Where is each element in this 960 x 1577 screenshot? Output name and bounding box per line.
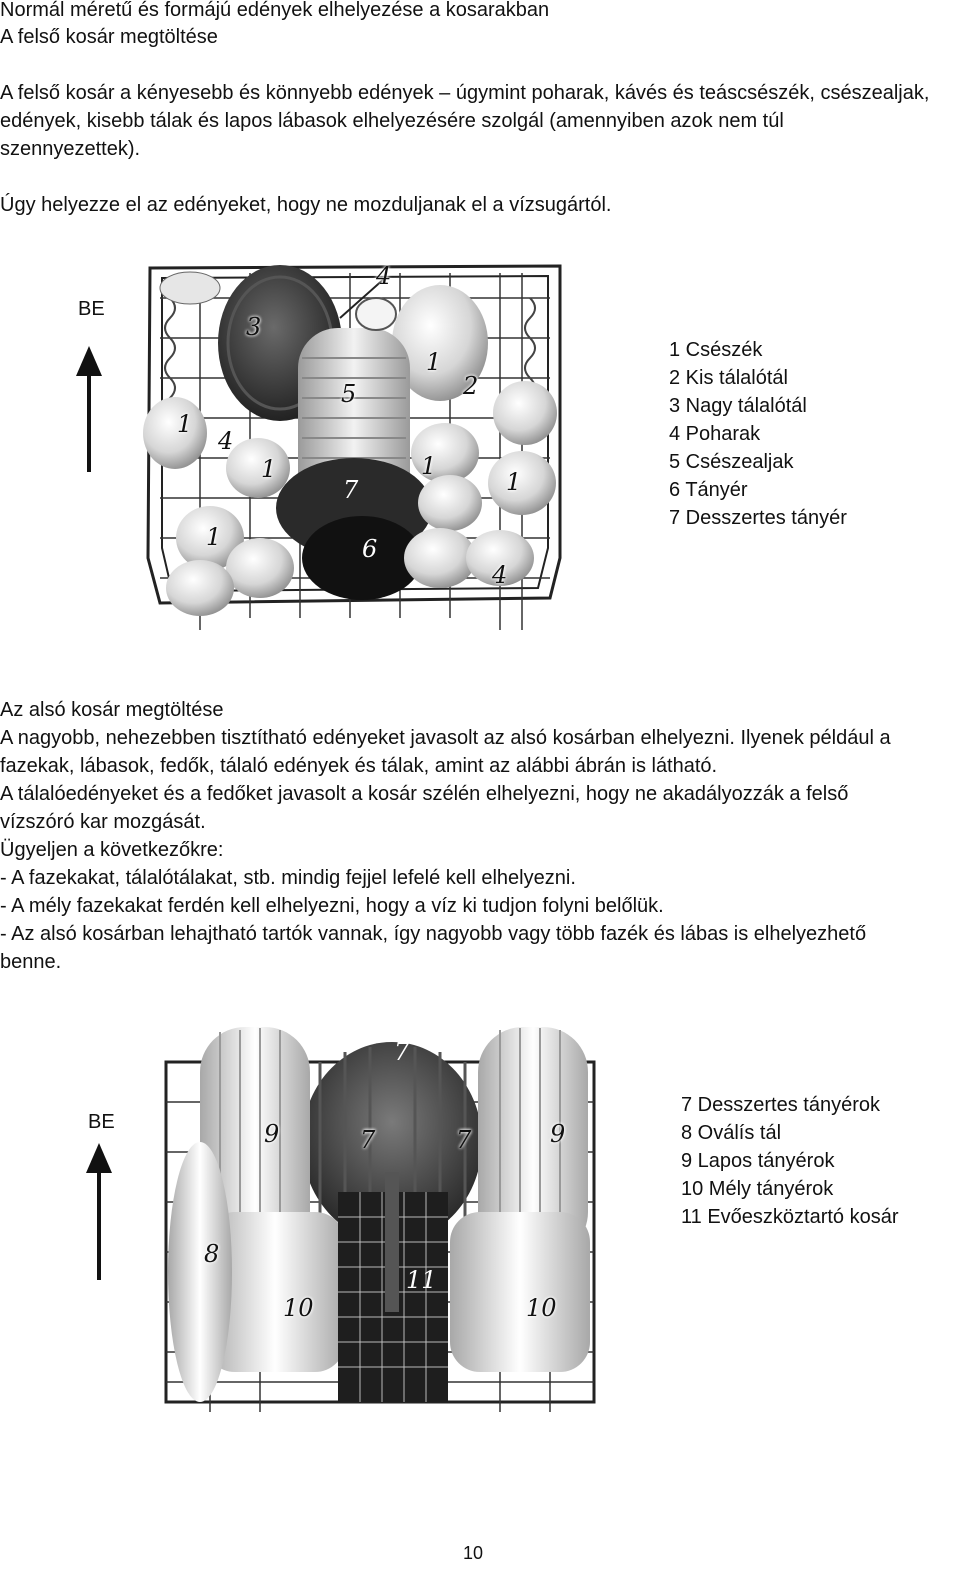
- callout-3: 3: [246, 313, 262, 341]
- page-heading: Normál méretű és formájú edények elhelyezése a kosarakban: [0, 0, 550, 21]
- callout-1-bottom-left: 1: [206, 523, 222, 551]
- callout-8: 8: [204, 1240, 220, 1268]
- upper-paragraph-line-3: szennyezettek).: [0, 138, 141, 160]
- legend-item: 9 Lapos tányérok: [681, 1150, 835, 1172]
- callout-1-top-right: 1: [426, 348, 442, 376]
- lower-line-7: - A mély fazekakat ferdén kell elhelyezni, hogy a víz ki tudjon folyni belőlük.: [0, 895, 664, 917]
- lower-direction-label: BE: [88, 1111, 115, 1133]
- callout-1-right: 1: [506, 468, 522, 496]
- upper-paragraph-line-2: edények, kisebb tálak és lapos lábasok elhelyezésére szolgál (amennyiben azok nem túl: [0, 110, 784, 132]
- lower-line-6: - A fazekakat, tálalótálakat, stb. mindig fejjel lefelé kell elhelyezni.: [0, 867, 576, 889]
- upper-legend: [669, 336, 847, 532]
- legend-item: 11 Evőeszköztartó kosár: [681, 1206, 899, 1228]
- lower-line-4: vízszóró kar mozgását.: [0, 811, 206, 833]
- legend-item: 5 Csészealjak: [669, 451, 794, 473]
- lower-line-9: benne.: [0, 951, 62, 973]
- lower-basket-illustration: [160, 1022, 600, 1422]
- upper-paragraph-note: Úgy helyezze el az edényeket, hogy ne mozduljanak el a vízsugártól.: [0, 194, 612, 216]
- lower-direction-arrow-head: [86, 1143, 112, 1173]
- legend-item: 8 Oválís tál: [681, 1122, 782, 1144]
- upper-paragraph-line-1: A felső kosár a kényesebb és könnyebb edények – úgymint poharak, kávés és teáscsészék, csészealjak,: [0, 82, 930, 104]
- upper-basket-title: A felső kosár megtöltése: [0, 26, 218, 48]
- legend-item: 1 Csészék: [669, 339, 763, 361]
- lower-legend: [681, 1091, 899, 1231]
- legend-item: 7 Desszertes tányér: [669, 507, 847, 529]
- lower-line-3: A tálalóedényeket és a fedőket javasolt a kosár szélén elhelyezni, hogy ne akadályozzák a felső: [0, 783, 849, 805]
- legend-item: 6 Tányér: [669, 479, 748, 501]
- callout-9-left: 9: [264, 1120, 280, 1148]
- callout-7-top: 7: [394, 1038, 410, 1066]
- upper-direction-arrow: [87, 372, 91, 472]
- lower-line-1: A nagyobb, nehezebben tisztítható edényeket javasolt az alsó kosárban elhelyezni. Ilyenek például a: [0, 727, 891, 749]
- page-number: 10: [462, 1543, 484, 1563]
- callout-2: 2: [463, 372, 479, 400]
- callout-7-right: 7: [456, 1126, 472, 1154]
- lower-basket-title: Az alsó kosár megtöltése: [0, 699, 224, 721]
- legend-item: 3 Nagy tálalótál: [669, 395, 807, 417]
- callout-4-top: 4: [376, 262, 392, 290]
- callout-1-center-right: 1: [421, 452, 437, 480]
- legend-item: 7 Desszertes tányérok: [681, 1094, 880, 1116]
- callout-9-right: 9: [550, 1120, 566, 1148]
- lower-line-8: - Az alsó kosárban lehajtható tartók vannak, így nagyobb vagy több fazék és lábas is elhelyezhető: [0, 923, 867, 945]
- callout-11: 11: [406, 1266, 437, 1294]
- lower-line-5: Ügyeljen a következőkre:: [0, 839, 224, 861]
- upper-direction-label: BE: [78, 298, 105, 320]
- legend-item: 4 Poharak: [669, 423, 761, 445]
- lower-direction-arrow: [97, 1170, 101, 1280]
- legend-item: 10 Mély tányérok: [681, 1178, 834, 1200]
- callout-4-bottom: 4: [492, 561, 508, 589]
- callout-5: 5: [341, 380, 357, 408]
- callout-10-right: 10: [526, 1294, 557, 1322]
- callout-1-left: 1: [177, 410, 193, 438]
- callout-6: 6: [362, 535, 378, 563]
- callout-1-center-left: 1: [261, 455, 277, 483]
- callout-4-left: 4: [218, 427, 234, 455]
- callout-10-left: 10: [283, 1294, 314, 1322]
- callout-7: 7: [343, 476, 359, 504]
- legend-item: 2 Kis tálalótál: [669, 367, 788, 389]
- lower-line-2: fazekak, lábasok, fedők, tálaló edények és tálak, amint az alábbi ábrán is látható.: [0, 755, 718, 777]
- callout-7-left: 7: [360, 1126, 376, 1154]
